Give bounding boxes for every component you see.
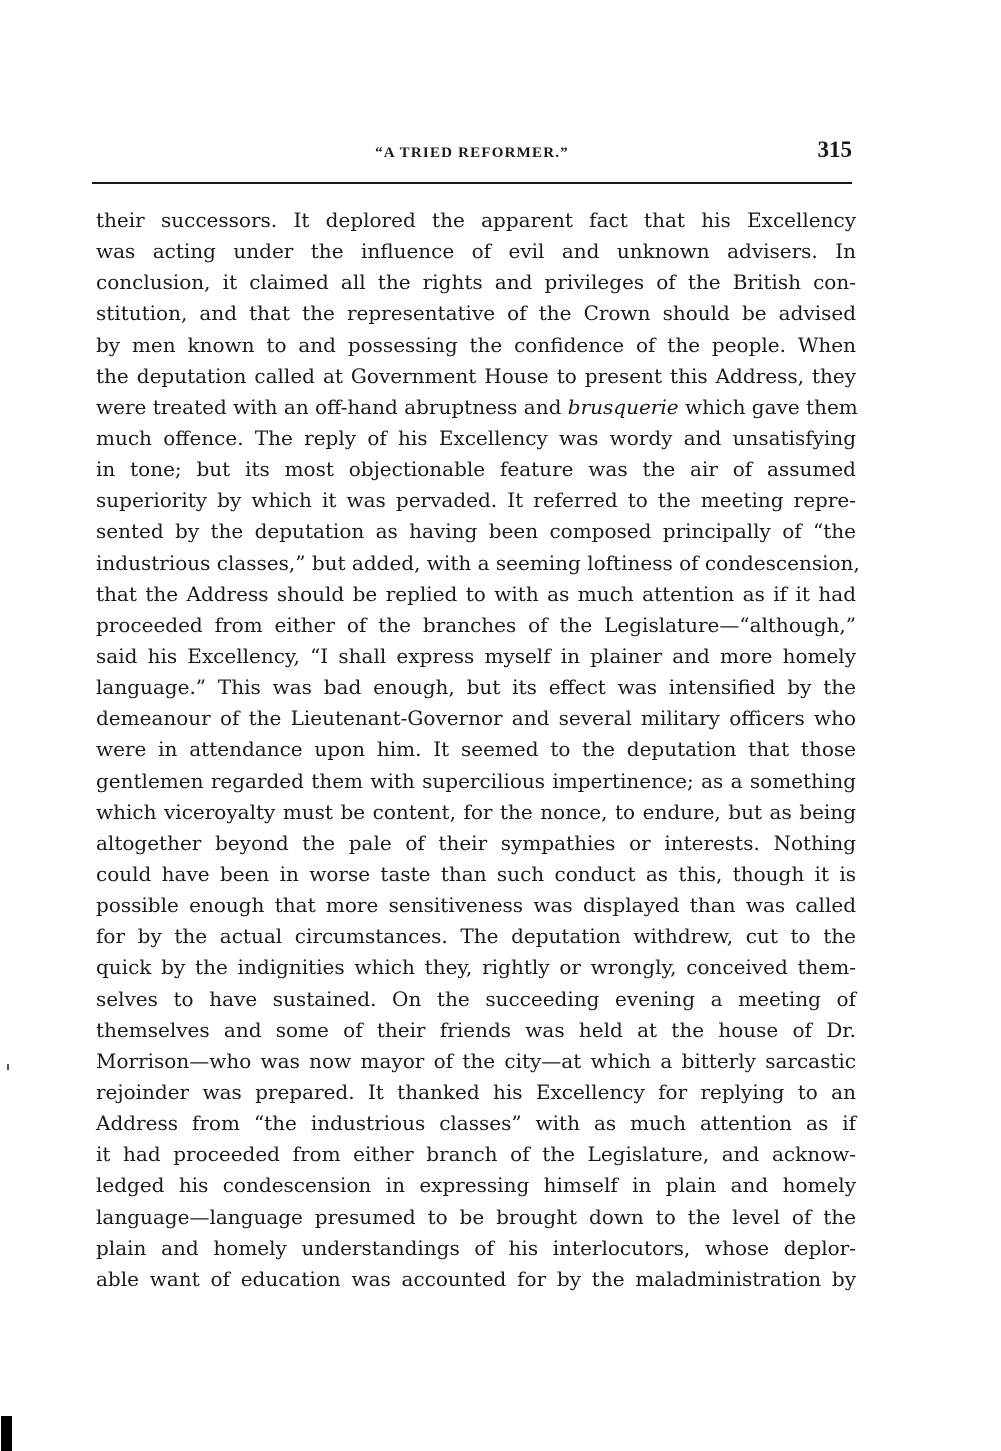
text-line: was acting under the influence of evil and unknown advisers. In <box>96 239 856 264</box>
scan-edge-bar <box>1 1416 12 1451</box>
text-line: superiority by which it was pervaded. It referred to the meeting repre- <box>96 488 856 513</box>
text-line: plain and homely understandings of his interlocutors, whose deplor- <box>96 1235 856 1260</box>
text-line-with-italic <box>96 392 856 423</box>
text-line: that the Address should be replied to with as much attention as if it had <box>96 581 856 606</box>
text-line: themselves and some of their friends was held at the house of Dr. <box>96 1017 856 1042</box>
running-title: “A TRIED REFORMER.” <box>375 145 569 161</box>
text-line: quick by the indignities which they, rightly or wrongly, conceived them- <box>96 955 856 980</box>
text-line: their successors. It deplored the apparent fact that his Excellency <box>96 208 856 232</box>
text-line: sented by the deputation as having been composed principally of “the <box>96 519 856 544</box>
running-head <box>92 137 852 167</box>
text-line: industrious classes,” but added, with a seeming loftiness of condescension, <box>96 550 860 575</box>
page-number: 315 <box>817 137 852 162</box>
text-line: Morrison—who was now mayor of the city—at which a bitterly sarcastic <box>96 1048 856 1073</box>
text-line: could have been in worse taste than such conduct as this, though it is <box>96 861 856 886</box>
text-line: for by the actual circumstances. The deputation withdrew, cut to the <box>96 924 856 949</box>
text-line: rejoinder was prepared. It thanked his Excellency for replying to an <box>96 1079 856 1104</box>
text-line: gentlemen regarded them with supercilious impertinence; as a something <box>96 768 856 793</box>
italic-word: brusquerie <box>567 394 679 419</box>
text-line: ledged his condescension in expressing himself in plain and homely <box>96 1173 856 1198</box>
text-line: which viceroyalty must be content, for the nonce, to endure, but as being <box>96 799 856 824</box>
text-line: altogether beyond the pale of their sympathies or interests. Nothing <box>96 830 856 855</box>
text-line: possible enough that more sensitiveness was displayed than was called <box>96 893 856 918</box>
text-line: much offence. The reply of his Excellency was wordy and unsatisfying <box>96 425 856 450</box>
text-line: stitution, and that the representative of the Crown should be advised <box>96 301 856 326</box>
text-segment: which gave them <box>684 394 858 419</box>
text-line: selves to have sustained. On the succeeding evening a meeting of <box>96 986 856 1011</box>
text-line: said his Excellency, “I shall express myself in plainer and more homely <box>96 643 856 668</box>
text-line: the deputation called at Government House to present this Address, they <box>96 363 856 388</box>
text-line: conclusion, it claimed all the rights and privileges of the British con- <box>96 270 856 295</box>
text-line: by men known to and possessing the confidence of the people. When <box>96 332 856 357</box>
body-text <box>96 205 860 1295</box>
text-line: were in attendance upon him. It seemed to the deputation that those <box>96 737 856 762</box>
text-line: language—language presumed to be brought down to the level of the <box>96 1204 856 1229</box>
header-rule <box>92 182 852 184</box>
scan-margin-mark <box>7 1064 9 1070</box>
text-line: proceeded from either of the branches of the Legislature—“although,” <box>96 612 856 637</box>
text-segment: were treated with an off-hand abruptness and <box>96 394 562 419</box>
text-line: in tone; but its most objectionable feature was the air of assumed <box>96 457 856 482</box>
text-line: Address from “the industrious classes” with as much attention as if <box>96 1111 856 1136</box>
text-line: able want of education was accounted for by the maladministration by <box>96 1266 856 1291</box>
text-line: language.” This was bad enough, but its effect was intensified by the <box>96 675 856 700</box>
text-line: it had proceeded from either branch of the Legislature, and acknow- <box>96 1142 856 1167</box>
text-line: demeanour of the Lieutenant-Governor and several military officers who <box>96 706 856 731</box>
